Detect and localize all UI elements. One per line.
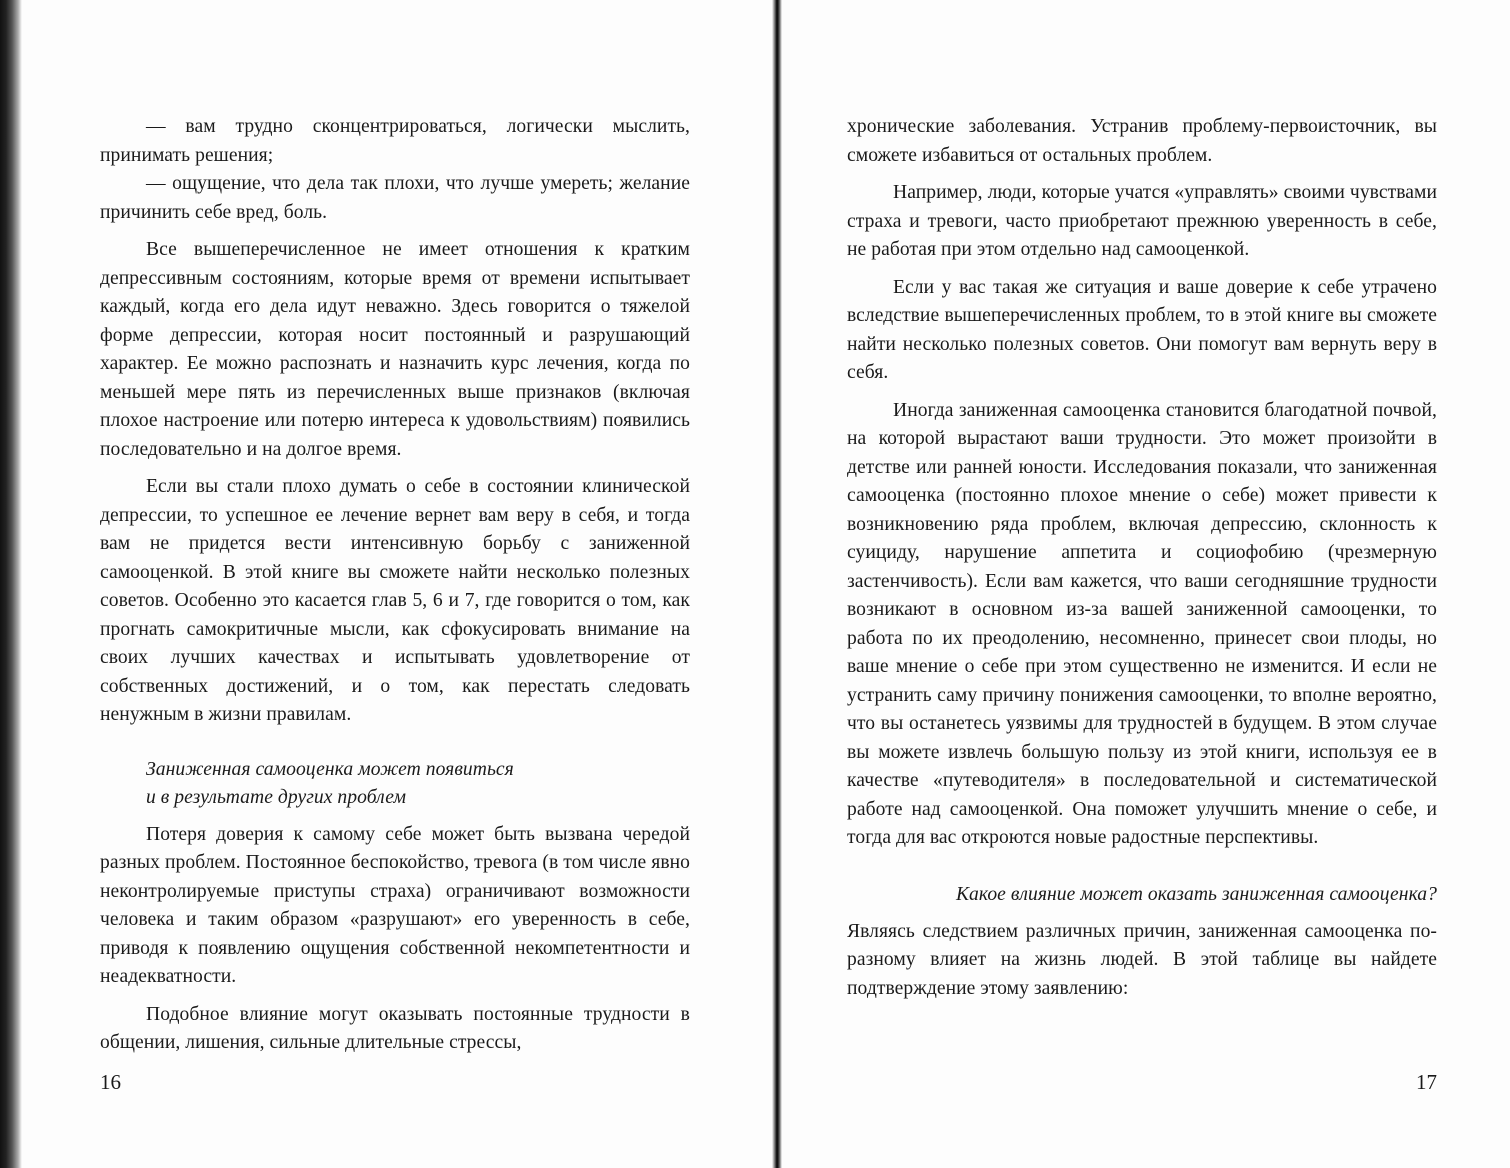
book-gutter xyxy=(772,0,782,1168)
paragraph: хронические заболевания. Устранив проблему-первоисточник, вы сможете избавиться от остальных проблем. xyxy=(847,116,1437,166)
paragraph: Потеря доверия к самому себе может быть вызвана чередой разных проблем. Постоянное беспокойство, тревога (в том числе явно неконтролируемые приступы страха) ограничивают возможности человека и таким образом «разрушают» его уверенность в себе, приводя к появлению ощущения собственной некомпетентности и неадекватности. xyxy=(100,823,690,987)
section-subheading xyxy=(146,756,690,812)
paragraph: Например, люди, которые учатся «управлять» своими чувствами страха и тревоги, часто приобретают прежнюю уверенность в себе, не работая при этом отдельно над самооценкой. xyxy=(847,182,1437,260)
paragraph: Все вышеперечисленное не имеет отношения к кратким депрессивным состояниям, которые время от времени испытывает каждый, когда его дела идут неважно. Здесь говорится о тяжелой форме депрессии, которая носит постоянный и разрушающий характер. Ее можно распознать и назначить курс лечения, когда по меньшей мере пять из перечисленных выше признаков (включая плохое настроение или потерю интереса к удовольствиям) появились последовательно и на долгое время. xyxy=(100,239,690,460)
right-page-text xyxy=(847,113,1437,1003)
subheading-line-1: Заниженная самооценка может появиться xyxy=(146,758,514,780)
page-number: 16 xyxy=(100,1070,121,1094)
left-page xyxy=(100,0,690,1168)
paragraph: — ощущение, что дела так плохи, что лучше умереть; желание причинить себе вред, боль. xyxy=(100,173,690,223)
left-page-text xyxy=(100,113,690,1058)
page-number: 17 xyxy=(1416,1070,1437,1094)
paragraph: — вам трудно сконцентрироваться, логически мыслить, принимать решения; xyxy=(100,116,690,166)
paragraph: Иногда заниженная самооценка становится благодатной почвой, на которой вырастают ваши трудности. Это может произойти в детстве или ранней юности. Исследования показали, что заниженная самооценка (постоянно плохое мнение о себе) может привести к возникновению ряда проблем, включая депрессию, склонность к суициду, нарушение аппетита и социофобию (чрезмерную застенчивость). Если вам кажется, что ваши сегодняшние трудности возникают в основном из-за вашей заниженной самооценки, то работа по их преодолению, несомненно, принесет свои плоды, но ваше мнение о себе при этом существенно не изменится. И если не устранить саму причину понижения самооценки, то вполне вероятно, что вы останетесь уязвимы для трудностей в будущем. В этом случае вы можете извлечь большую пользу из этой книги, используя ее в качестве «путеводителя» в последовательной и систематической работе над самооценкой. Она поможет улучшить мнение о себе, и тогда для вас откроются новые радостные перспективы. xyxy=(847,399,1437,848)
paragraph: Подобное влияние могут оказывать постоянные трудности в общении, лишения, сильные длительные стрессы, xyxy=(100,1003,690,1053)
paragraph: Являясь следствием различных причин, заниженная самооценка по-разному влияет на жизнь людей. В этой таблице вы найдете подтверждение этому заявлению: xyxy=(847,920,1437,999)
right-page xyxy=(847,0,1437,1168)
section-subheading: Какое влияние может оказать заниженная самооценка? xyxy=(955,883,1437,905)
paragraph: Если у вас такая же ситуация и ваше доверие к себе утрачено вследствие вышеперечисленных проблем, то в этой книге вы сможете найти несколько полезных советов. Они помогут вам вернуть веру в себя. xyxy=(847,276,1437,383)
page-edge-shadow xyxy=(0,0,22,1168)
paragraph: Если вы стали плохо думать о себе в состоянии клинической депрессии, то успешное ее лечение вернет вам веру в себя, и тогда вам не придется вести интенсивную борьбу с заниженной самооценкой. В этой книге вы сможете найти несколько полезных советов. Особенно это касается глав 5, 6 и 7, где говорится о том, как прогнать самокритичные мысли, как сфокусировать внимание на своих лучших качествах и испытывать удовлетворение от собственных достижений, и о том, как перестать следовать ненужным в жизни правилам. xyxy=(100,476,690,725)
subheading-line-2: и в результате других проблем xyxy=(146,786,407,808)
